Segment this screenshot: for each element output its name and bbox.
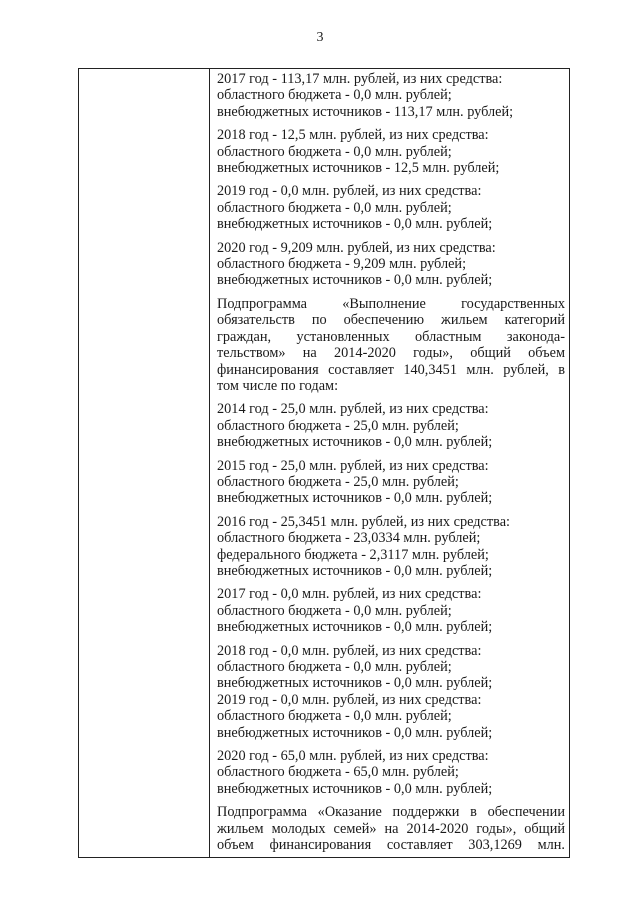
funding-block-2017-b — [217, 586, 565, 635]
funding-line: внебюджетных источников - 0,0 млн. рублей; — [217, 619, 493, 636]
table-frame — [78, 68, 570, 858]
funding-line: 2017 год - 113,17 млн. рублей, из них средства: — [217, 71, 503, 87]
paragraph-line: объем финансирования составляет 303,1269 млн. — [217, 837, 565, 854]
funding-block-2019 — [217, 183, 565, 232]
funding-line: областного бюджета - 25,0 млн. рублей; — [217, 417, 459, 434]
funding-line: областного бюджета - 0,0 млн. рублей; — [217, 199, 452, 216]
funding-line: 2020 год - 9,209 млн. рублей, из них средства: — [217, 239, 496, 256]
funding-line: 2014 год - 25,0 млн. рублей, из них средства: — [217, 401, 489, 418]
paragraph-line: Подпрограмма «Оказание поддержки в обеспечении — [217, 804, 565, 821]
page-number: 3 — [316, 30, 324, 45]
funding-line: областного бюджета - 0,0 млн. рублей; — [217, 659, 452, 675]
funding-line: внебюджетных источников - 12,5 млн. рублей; — [217, 160, 500, 177]
funding-line: областного бюджета - 23,0334 млн. рублей; — [217, 530, 481, 547]
funding-line: внебюджетных источников - 0,0 млн. рублей; — [217, 780, 493, 797]
paragraph-line: обязательств по обеспечению жильем категорий — [217, 312, 565, 329]
funding-line: 2016 год - 25,3451 млн. рублей, из них средства: — [217, 513, 511, 530]
funding-block-2016 — [217, 514, 565, 580]
subprogram-housing-obligations — [217, 296, 565, 394]
funding-line: областного бюджета - 0,0 млн. рублей; — [217, 602, 452, 619]
funding-block-2015 — [217, 458, 565, 507]
funding-line: 2019 год - 0,0 млн. рублей, из них средства: — [217, 691, 482, 708]
funding-block-2019-b — [217, 692, 565, 741]
funding-line: внебюджетных источников - 0,0 млн. рублей; — [217, 490, 493, 507]
funding-line: внебюджетных источников - 0,0 млн. рублей; — [217, 216, 493, 233]
funding-line: областного бюджета - 0,0 млн. рублей; — [217, 708, 452, 725]
funding-line: внебюджетных источников - 0,0 млн. рублей; — [217, 562, 493, 579]
funding-block-2020-b — [217, 748, 565, 797]
funding-line: внебюджетных источников - 113,17 млн. рублей; — [217, 103, 514, 120]
funding-line: 2015 год - 25,0 млн. рублей, из них средства: — [217, 457, 489, 474]
funding-block-2014 — [217, 401, 565, 450]
funding-line: областного бюджета - 9,209 млн. рублей; — [217, 256, 467, 273]
paragraph-line: том числе по годам: — [217, 377, 339, 394]
subprogram-young-families — [217, 804, 565, 853]
funding-line: 2019 год - 0,0 млн. рублей, из них средства: — [217, 183, 482, 200]
funding-line: 2018 год - 12,5 млн. рублей, из них средства: — [217, 127, 489, 144]
paragraph-line: Подпрограмма «Выполнение государственных — [217, 295, 565, 312]
paragraph-line: граждан, установленных областным законода- — [217, 328, 565, 345]
funding-block-2017 — [217, 71, 565, 120]
paragraph-line: жильем молодых семей» на 2014-2020 годы», общий — [217, 820, 565, 837]
funding-line: областного бюджета - 65,0 млн. рублей; — [217, 764, 459, 781]
funding-line: 2018 год - 0,0 млн. рублей, из них средства: — [217, 642, 482, 659]
funding-block-2020 — [217, 240, 565, 289]
funding-line: 2017 год - 0,0 млн. рублей, из них средства: — [217, 586, 482, 603]
funding-line: областного бюджета - 25,0 млн. рублей; — [217, 473, 459, 490]
funding-line: областного бюджета - 0,0 млн. рублей; — [217, 87, 452, 104]
funding-line: внебюджетных источников - 0,0 млн. рублей; — [217, 675, 493, 692]
paragraph-line: финансирования составляет 140,3451 млн. рублей, в — [217, 361, 565, 378]
funding-line: внебюджетных источников - 0,0 млн. рублей; — [217, 724, 493, 741]
column-divider — [209, 69, 210, 857]
funding-line: внебюджетных источников - 0,0 млн. рублей; — [217, 272, 493, 289]
funding-block-2018 — [217, 127, 565, 176]
funding-block-2018-b — [217, 643, 565, 692]
financing-text-cell — [217, 71, 565, 860]
funding-line: внебюджетных источников - 0,0 млн. рублей; — [217, 434, 493, 451]
funding-line: областного бюджета - 0,0 млн. рублей; — [217, 143, 452, 160]
funding-line: 2020 год - 65,0 млн. рублей, из них средства: — [217, 748, 489, 765]
paragraph-line: тельством» на 2014-2020 годы», общий объем — [217, 345, 565, 362]
funding-line: федерального бюджета - 2,3117 млн. рублей; — [217, 546, 489, 563]
